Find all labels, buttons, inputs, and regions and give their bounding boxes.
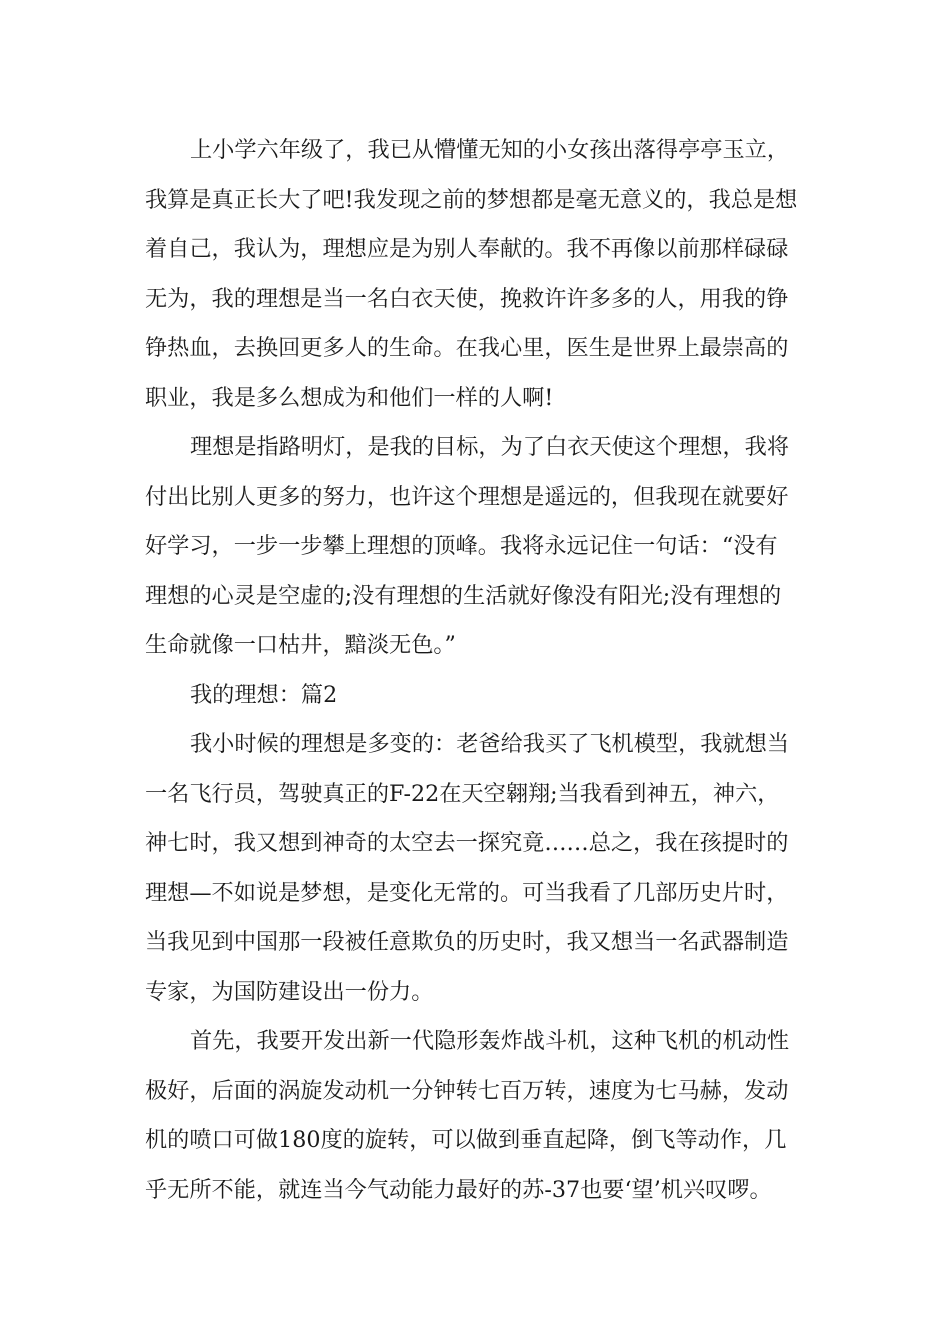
text-line: 一名飞行员，驾驶真正的F-22在天空翱翔;当我看到神五，神六， bbox=[145, 780, 780, 807]
text-line: 理想是指路明灯，是我的目标，为了白衣天使这个理想，我将 bbox=[190, 434, 790, 460]
text-line: 乎无所不能，就连当今气动能力最好的苏-37也要‘望’机兴叹啰。 bbox=[145, 1176, 772, 1203]
text-line: 铮热血，去换回更多人的生命。在我心里，医生是世界上最崇高的 bbox=[145, 335, 789, 361]
section-heading: 我的理想：篇2 bbox=[190, 681, 338, 708]
text-line: 专家，为国防建设出一份力。 bbox=[145, 978, 434, 1005]
text-line: 我小时候的理想是多变的：老爸给我买了飞机模型，我就想当 bbox=[190, 731, 790, 757]
text-line: 付出比别人更多的努力，也许这个理想是遥远的，但我现在就要好 bbox=[145, 483, 789, 510]
text-line: 首先，我要开发出新一代隐形轰炸战斗机，这种飞机的机动性 bbox=[190, 1028, 790, 1054]
text-line: 无为，我的理想是当一名白衣天使，挽救许许多多的人，用我的铮 bbox=[145, 285, 789, 312]
text-line: 极好，后面的涡旋发动机一分钟转七百万转，速度为七马赫，发动 bbox=[145, 1077, 789, 1104]
text-line: 上小学六年级了，我已从懵懂无知的小女孩出落得亭亭玉立， bbox=[190, 137, 790, 163]
document-body bbox=[145, 126, 815, 1215]
text-line: 职业，我是多么想成为和他们一样的人啊! bbox=[145, 384, 554, 411]
text-line: 神七时，我又想到神奇的太空去一探究竟……总之，我在孩提时的 bbox=[145, 830, 789, 856]
text-line: 着自己，我认为，理想应是为别人奉献的。我不再像以前那样碌碌 bbox=[145, 236, 789, 262]
text-line: 理想的心灵是空虚的;没有理想的生活就好像没有阳光;没有理想的 bbox=[145, 582, 782, 609]
text-line: 我算是真正长大了吧!我发现之前的梦想都是毫无意义的，我总是想 bbox=[145, 186, 798, 213]
text-line: 机的喷口可做180度的旋转，可以做到垂直起降，倒飞等动作，几 bbox=[145, 1127, 787, 1153]
text-line: 生命就像一口枯井，黯淡无色。” bbox=[145, 632, 456, 658]
text-line: 当我见到中国那一段被任意欺负的历史时，我又想当一名武器制造 bbox=[145, 929, 789, 955]
text-line: 好学习，一步一步攀上理想的顶峰。我将永远记住一句话：“没有 bbox=[145, 533, 778, 559]
text-line: 理想—不如说是梦想，是变化无常的。可当我看了几部历史片时， bbox=[145, 879, 789, 906]
